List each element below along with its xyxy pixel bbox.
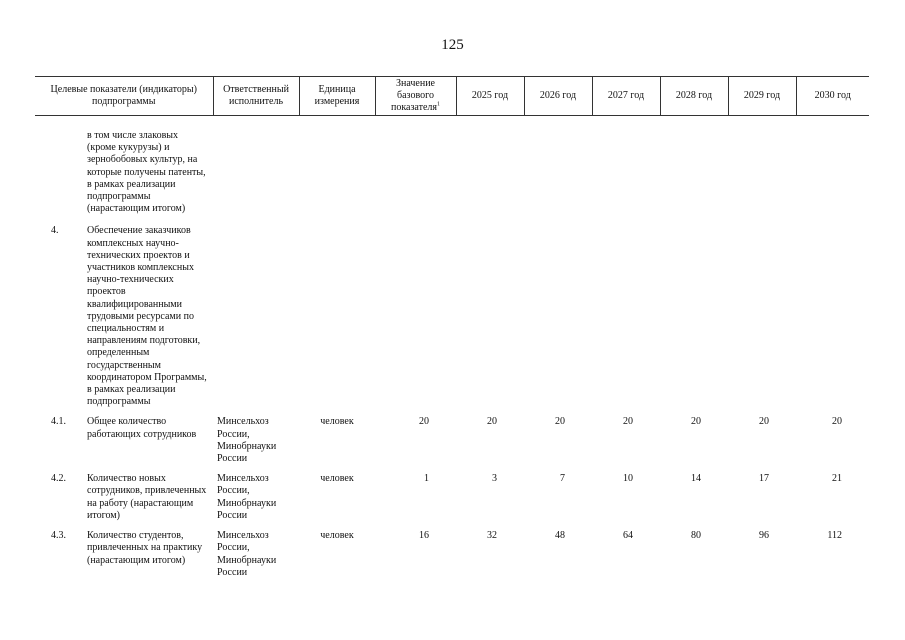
row-name: Количество студентов, привлеченных на практику (нарастающим итогом) xyxy=(87,530,203,566)
page-number: 125 xyxy=(441,37,464,53)
row-value-2027 xyxy=(592,215,660,408)
row-base xyxy=(375,215,456,408)
row-number: 4.2. xyxy=(51,473,66,485)
row-unit xyxy=(299,215,375,408)
table-row xyxy=(35,215,869,408)
row-value-2025 xyxy=(456,116,524,216)
row-value-2027 xyxy=(592,116,660,216)
row-executor: Минсельхоз России, Минобрнауки России xyxy=(217,416,277,465)
table-row xyxy=(35,408,869,465)
row-unit: человек xyxy=(320,530,354,542)
row-name: Количество новых сотрудников, привлеченных на работу (нарастающим итогом) xyxy=(87,473,207,521)
row-value-2026: 20 xyxy=(555,416,565,428)
header-year-2028: 2028 год xyxy=(660,77,728,116)
row-value-2030 xyxy=(796,215,869,408)
row-base: 16 xyxy=(419,530,429,542)
row-value-2026: 48 xyxy=(555,530,565,542)
row-value-2026: 7 xyxy=(560,473,565,485)
row-value-2028: 14 xyxy=(691,473,701,485)
table-header-row xyxy=(35,77,869,116)
row-value-2027: 10 xyxy=(623,473,633,485)
row-value-2029: 17 xyxy=(759,473,769,485)
row-executor xyxy=(213,215,299,408)
header-year-2025: 2025 год xyxy=(456,77,524,116)
table-row xyxy=(35,116,869,216)
row-executor: Минсельхоз России, Минобрнауки России xyxy=(217,530,277,578)
row-value-2028: 80 xyxy=(691,530,701,542)
row-cell-indicator xyxy=(35,408,213,465)
header-indicators: Целевые показатели (индикаторы) подпрограммы xyxy=(35,77,213,116)
row-value-2030: 20 xyxy=(832,416,842,428)
row-value-2030: 112 xyxy=(827,530,842,542)
row-value-2029 xyxy=(728,215,796,408)
row-value-2028: 20 xyxy=(691,416,701,428)
row-executor: Минсельхоз России, Минобрнауки России xyxy=(217,473,277,521)
header-year-2027: 2027 год xyxy=(592,77,660,116)
table-row xyxy=(35,522,869,579)
row-value-2030 xyxy=(796,116,869,216)
row-cell-indicator xyxy=(35,215,213,408)
row-number: 4. xyxy=(51,225,59,237)
row-value-2029: 96 xyxy=(759,530,769,542)
row-value-2025: 32 xyxy=(487,530,497,542)
row-base: 1 xyxy=(424,473,429,485)
row-name: в том числе злаковых (кроме кукурузы) и зернобобовых культур, на которые получены патенты, в рамках реализации подпрограммы (нарастающим итогом) xyxy=(87,130,206,215)
row-value-2027: 64 xyxy=(623,530,633,542)
row-value-2027: 20 xyxy=(623,416,633,428)
row-name: Обеспечение заказчиков комплексных научно-технических проектов и участников комплексных научно-технических проектов квалифицированными трудовыми ресурсами по специальностям и направлениям подготовки, определенным государственным координатором Программы, в рамках реализации подпрограммы xyxy=(87,225,207,408)
row-cell-indicator xyxy=(35,465,213,522)
row-value-2026 xyxy=(524,116,592,216)
header-base-footnote: 1 xyxy=(437,101,441,108)
row-value-2029: 20 xyxy=(759,416,769,428)
header-year-2026: 2026 год xyxy=(524,77,592,116)
header-unit: Единица измерения xyxy=(299,77,375,116)
row-value-2028 xyxy=(660,215,728,408)
row-cell-indicator xyxy=(35,522,213,579)
row-name: Общее количество работающих сотрудников xyxy=(87,416,197,440)
row-base: 20 xyxy=(419,416,429,428)
header-base xyxy=(375,77,456,116)
row-executor xyxy=(213,116,299,216)
row-value-2029 xyxy=(728,116,796,216)
header-year-2030: 2030 год xyxy=(796,77,869,116)
row-number: 4.3. xyxy=(51,530,66,542)
row-number: 4.1. xyxy=(51,416,66,428)
header-base-label: Значение базового показателя xyxy=(390,77,438,114)
header-year-2029: 2029 год xyxy=(728,77,796,116)
row-value-2028 xyxy=(660,116,728,216)
row-unit: человек xyxy=(320,473,354,485)
row-unit xyxy=(299,116,375,216)
row-number xyxy=(35,130,87,215)
row-cell-indicator xyxy=(35,116,213,216)
row-value-2025 xyxy=(456,215,524,408)
header-executor: Ответственный исполнитель xyxy=(213,77,299,116)
row-value-2026 xyxy=(524,215,592,408)
row-value-2025: 3 xyxy=(492,473,497,485)
row-value-2025: 20 xyxy=(487,416,497,428)
table-row xyxy=(35,465,869,522)
indicators-table xyxy=(35,76,869,579)
row-value-2030: 21 xyxy=(832,473,842,485)
row-base xyxy=(375,116,456,216)
row-unit: человек xyxy=(320,416,354,428)
